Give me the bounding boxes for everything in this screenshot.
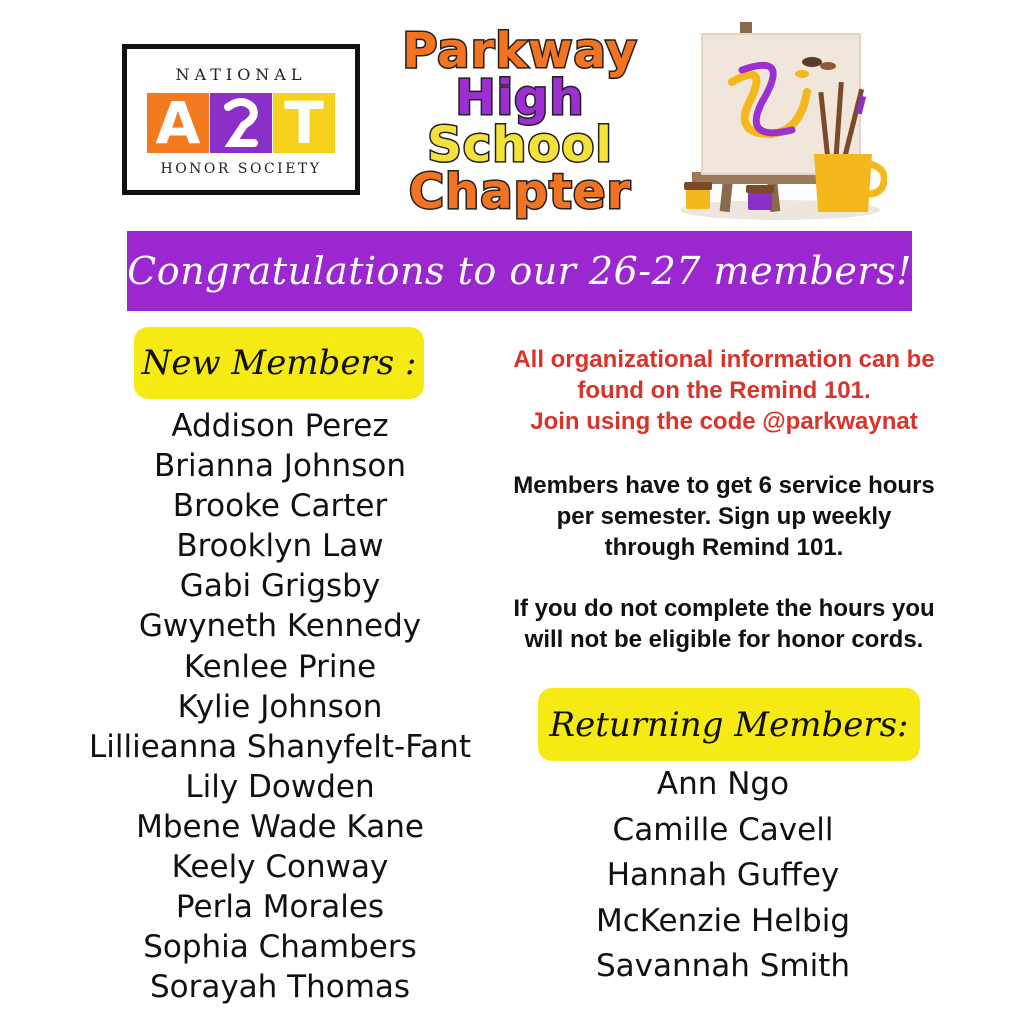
title-line-school: School (427, 117, 613, 173)
national-art-honor-society-logo (122, 44, 360, 195)
info-line: per semester. Sign up weekly (556, 503, 892, 530)
logo-bottom-text: HONOR SOCIETY (160, 161, 322, 177)
member-name: Lily Dowden (185, 768, 375, 805)
member-name: Camille Cavell (612, 811, 834, 848)
member-name: Hannah Guffey (606, 857, 840, 893)
member-name: Perla Morales (175, 889, 385, 926)
member-name: Brianna Johnson (154, 448, 406, 485)
member-name: Keely Conway (171, 849, 389, 886)
member-name: Mbene Wade Kane (136, 808, 424, 845)
easel-painting-icon (672, 22, 887, 222)
logo-top-text: NATIONAL (175, 65, 307, 84)
member-name: Lillieanna Shanyfelt-Fant (89, 728, 471, 765)
info-line: Join using the code @parkwaynat (530, 408, 918, 435)
new-members-label: New Members : (134, 327, 424, 399)
banner-text: Congratulations to our 26-27 members! (127, 249, 912, 293)
member-name: Addison Perez (171, 408, 389, 444)
member-name: Brooke Carter (172, 488, 388, 525)
member-name: Kenlee Prine (183, 648, 377, 685)
returning-members-label: Returning Members: (538, 688, 920, 761)
info-line: All organizational information can be (513, 346, 935, 373)
member-name: Gwyneth Kennedy (138, 608, 422, 645)
congratulations-banner (127, 231, 912, 311)
logo-letter-tiles (147, 89, 335, 157)
member-name: Savannah Smith (595, 948, 851, 984)
member-name: Kylie Johnson (177, 688, 383, 725)
info-line: If you do not complete the hours you (513, 595, 935, 622)
logo-tile-a: A (147, 93, 209, 153)
member-name: Brooklyn Law (176, 528, 384, 565)
info-line: found on the Remind 101. (577, 377, 871, 404)
member-name: Ann Ngo (656, 766, 790, 802)
logo-tile-t: T (273, 93, 335, 153)
title-line-high: High (455, 70, 585, 126)
honor-cords-warning (460, 593, 988, 655)
remind-info (460, 344, 988, 437)
info-line: will not be eligible for honor cords. (524, 626, 924, 653)
logo-r-figure-icon (218, 97, 264, 149)
member-name: Sorayah Thomas (149, 969, 411, 1006)
title-line-parkway: Parkway (402, 23, 638, 79)
info-line: Members have to get 6 service hours (513, 472, 935, 499)
member-name: Gabi Grigsby (179, 568, 381, 605)
new-members-list (80, 406, 480, 1007)
title-line-chapter: Chapter (408, 164, 632, 220)
logo-tile-r (210, 93, 272, 153)
info-line: through Remind 101. (604, 534, 844, 561)
returning-members-list (573, 762, 873, 990)
member-name: McKenzie Helbig (595, 902, 851, 939)
service-hours-info (460, 470, 988, 563)
member-name: Sophia Chambers (143, 929, 417, 966)
